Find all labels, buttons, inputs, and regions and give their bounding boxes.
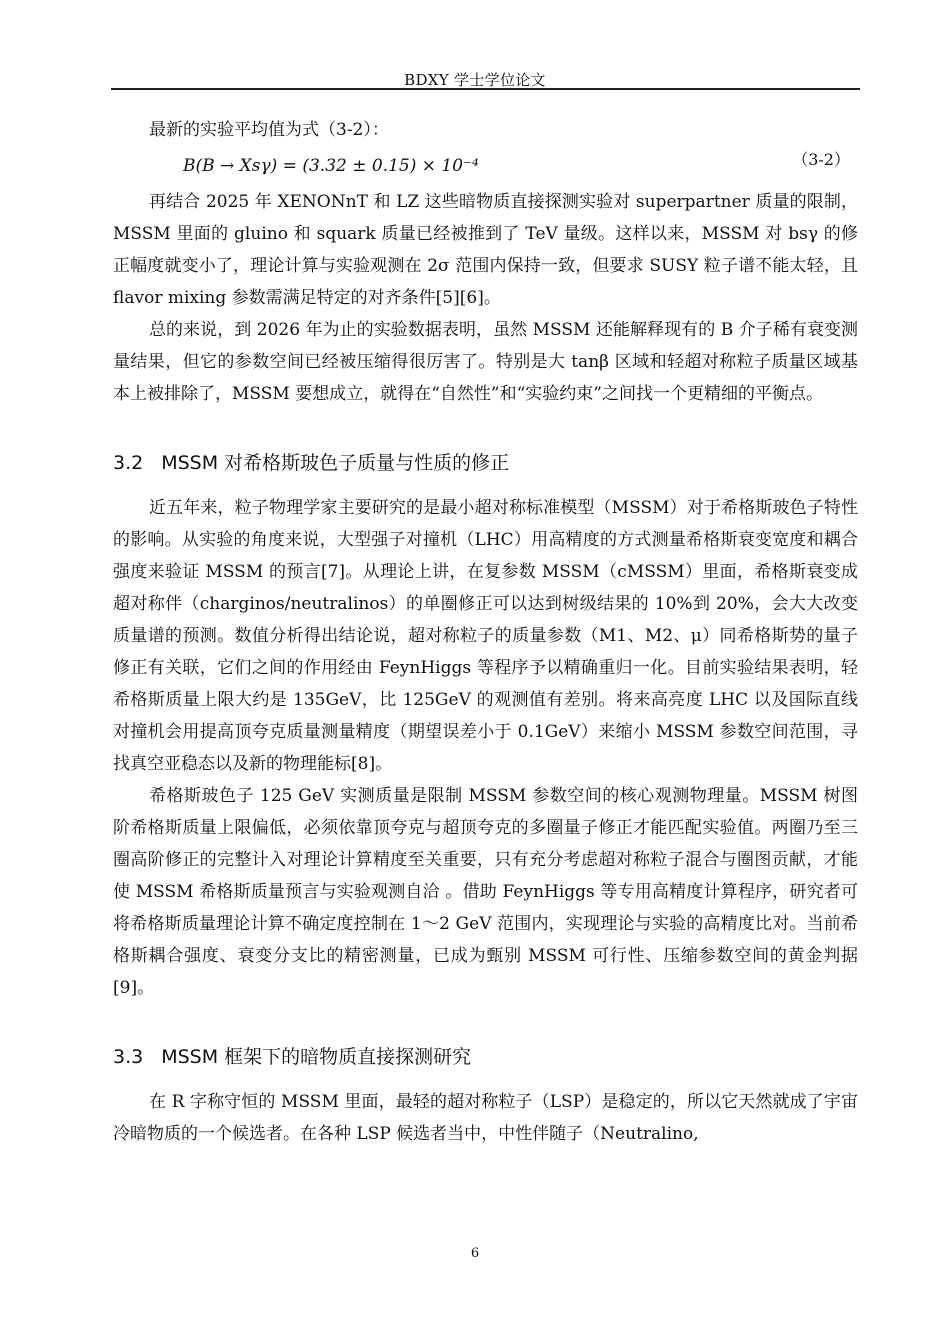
- page-number: 6: [470, 1246, 480, 1261]
- document-body: [113, 114, 858, 1150]
- body-paragraph: 希格斯玻色子 125 GeV 实测质量是限制 MSSM 参数空间的核心观测物理量。MSSM 树图阶希格斯质量上限偏低，必须依靠顶夸克与超顶夸克的多圈量子修正才能匹配实验值。两圈乃至三圈高阶修正的完整计入对理论计算精度至关重要，只有充分考虑超对称粒子混合与圈图贡献，才能使 MSSM 希格斯质量预言与实验观测自洽 。借助 FeynHiggs 等专用高精度计算程序，研究者可将希格斯质量理论计算不确定度控制在 1～2 GeV 范围内，实现理论与实验的高精度比对。当前希格斯耦合强度、衰变分支比的精密测量，已成为甄别 MSSM 可行性、压缩参数空间的黄金判据[9]。: [113, 786, 858, 998]
- section-title: MSSM 框架下的暗物质直接探测研究: [161, 1046, 472, 1068]
- intro-paragraph: 最新的实验平均值为式（3-2）：: [149, 120, 389, 140]
- section-number: 3.2: [113, 452, 144, 474]
- body-paragraph: 在 R 字称守恒的 MSSM 里面，最轻的超对称粒子（LSP）是稳定的，所以它天然就成了宇宙冷暗物质的一个候选者。在各种 LSP 候选者当中，中性伴随子（Neutralino,: [113, 1092, 858, 1144]
- section-heading-3-2: [113, 448, 858, 478]
- body-paragraph: 总的来说，到 2026 年为止的实验数据表明，虽然 MSSM 还能解释现有的 B 介子稀有衰变测量结果，但它的参数空间已经被压缩得很厉害了。特别是大 tanβ 区域和轻超对称粒子质量区域基本上被排除了，MSSM 要想成立，就得在“自然性”和“实验约束”之间找一个更精细的平衡点。: [113, 320, 858, 404]
- equation-3-2: [113, 148, 858, 186]
- body-paragraph: 再结合 2025 年 XENONnT 和 LZ 这些暗物质直接探测实验对 superpartner 质量的限制，MSSM 里面的 gluino 和 squark 质量已经被推到了 TeV 量级。这样以来，MSSM 对 bsγ 的修正幅度就变小了，理论计算与实验观测在 2σ 范围内保持一致，但要求 SUSY 粒子谱不能太轻，且 flavor mixing 参数需满足特定的对齐条件[5][6]。: [113, 192, 858, 308]
- header-rule: [111, 88, 860, 90]
- section-heading-3-3: [113, 1042, 858, 1072]
- section-title: MSSM 对希格斯玻色子质量与性质的修正: [161, 452, 510, 474]
- section-number: 3.3: [113, 1046, 144, 1068]
- equation-number: （3-2）: [792, 150, 850, 169]
- equation-expression: B(B → Xsγ) = (3.32 ± 0.15) × 10⁻⁴: [183, 156, 479, 176]
- body-paragraph: 近五年来，粒子物理学家主要研究的是最小超对称标准模型（MSSM）对于希格斯玻色子特性的影响。从实验的角度来说，大型强子对撞机（LHC）用高精度的方式测量希格斯衰变宽度和耦合强度来验证 MSSM 的预言[7]。从理论上讲，在复参数 MSSM（cMSSM）里面，希格斯衰变成超对称伴（charginos/neutralinos）的单圈修正可以达到树级结果的 10%到 20%，会大大改变质量谱的预测。数值分析得出结论说，超对称粒子的质量参数（M1、M2、μ）同希格斯势的量子修正有关联，它们之间的作用经由 FeynHiggs 等程序予以精确重归一化。目前实验结果表明，轻希格斯质量上限大约是 135GeV，比 125GeV 的观测值有差别。将来高亮度 LHC 以及国际直线对撞机会用提高顶夸克质量测量精度（期望误差小于 0.1GeV）来缩小 MSSM 参数空间范围，寻找真空亚稳态以及新的物理能标[8]。: [113, 498, 858, 774]
- page-header-title: BDXY 学士学位论文: [404, 71, 546, 89]
